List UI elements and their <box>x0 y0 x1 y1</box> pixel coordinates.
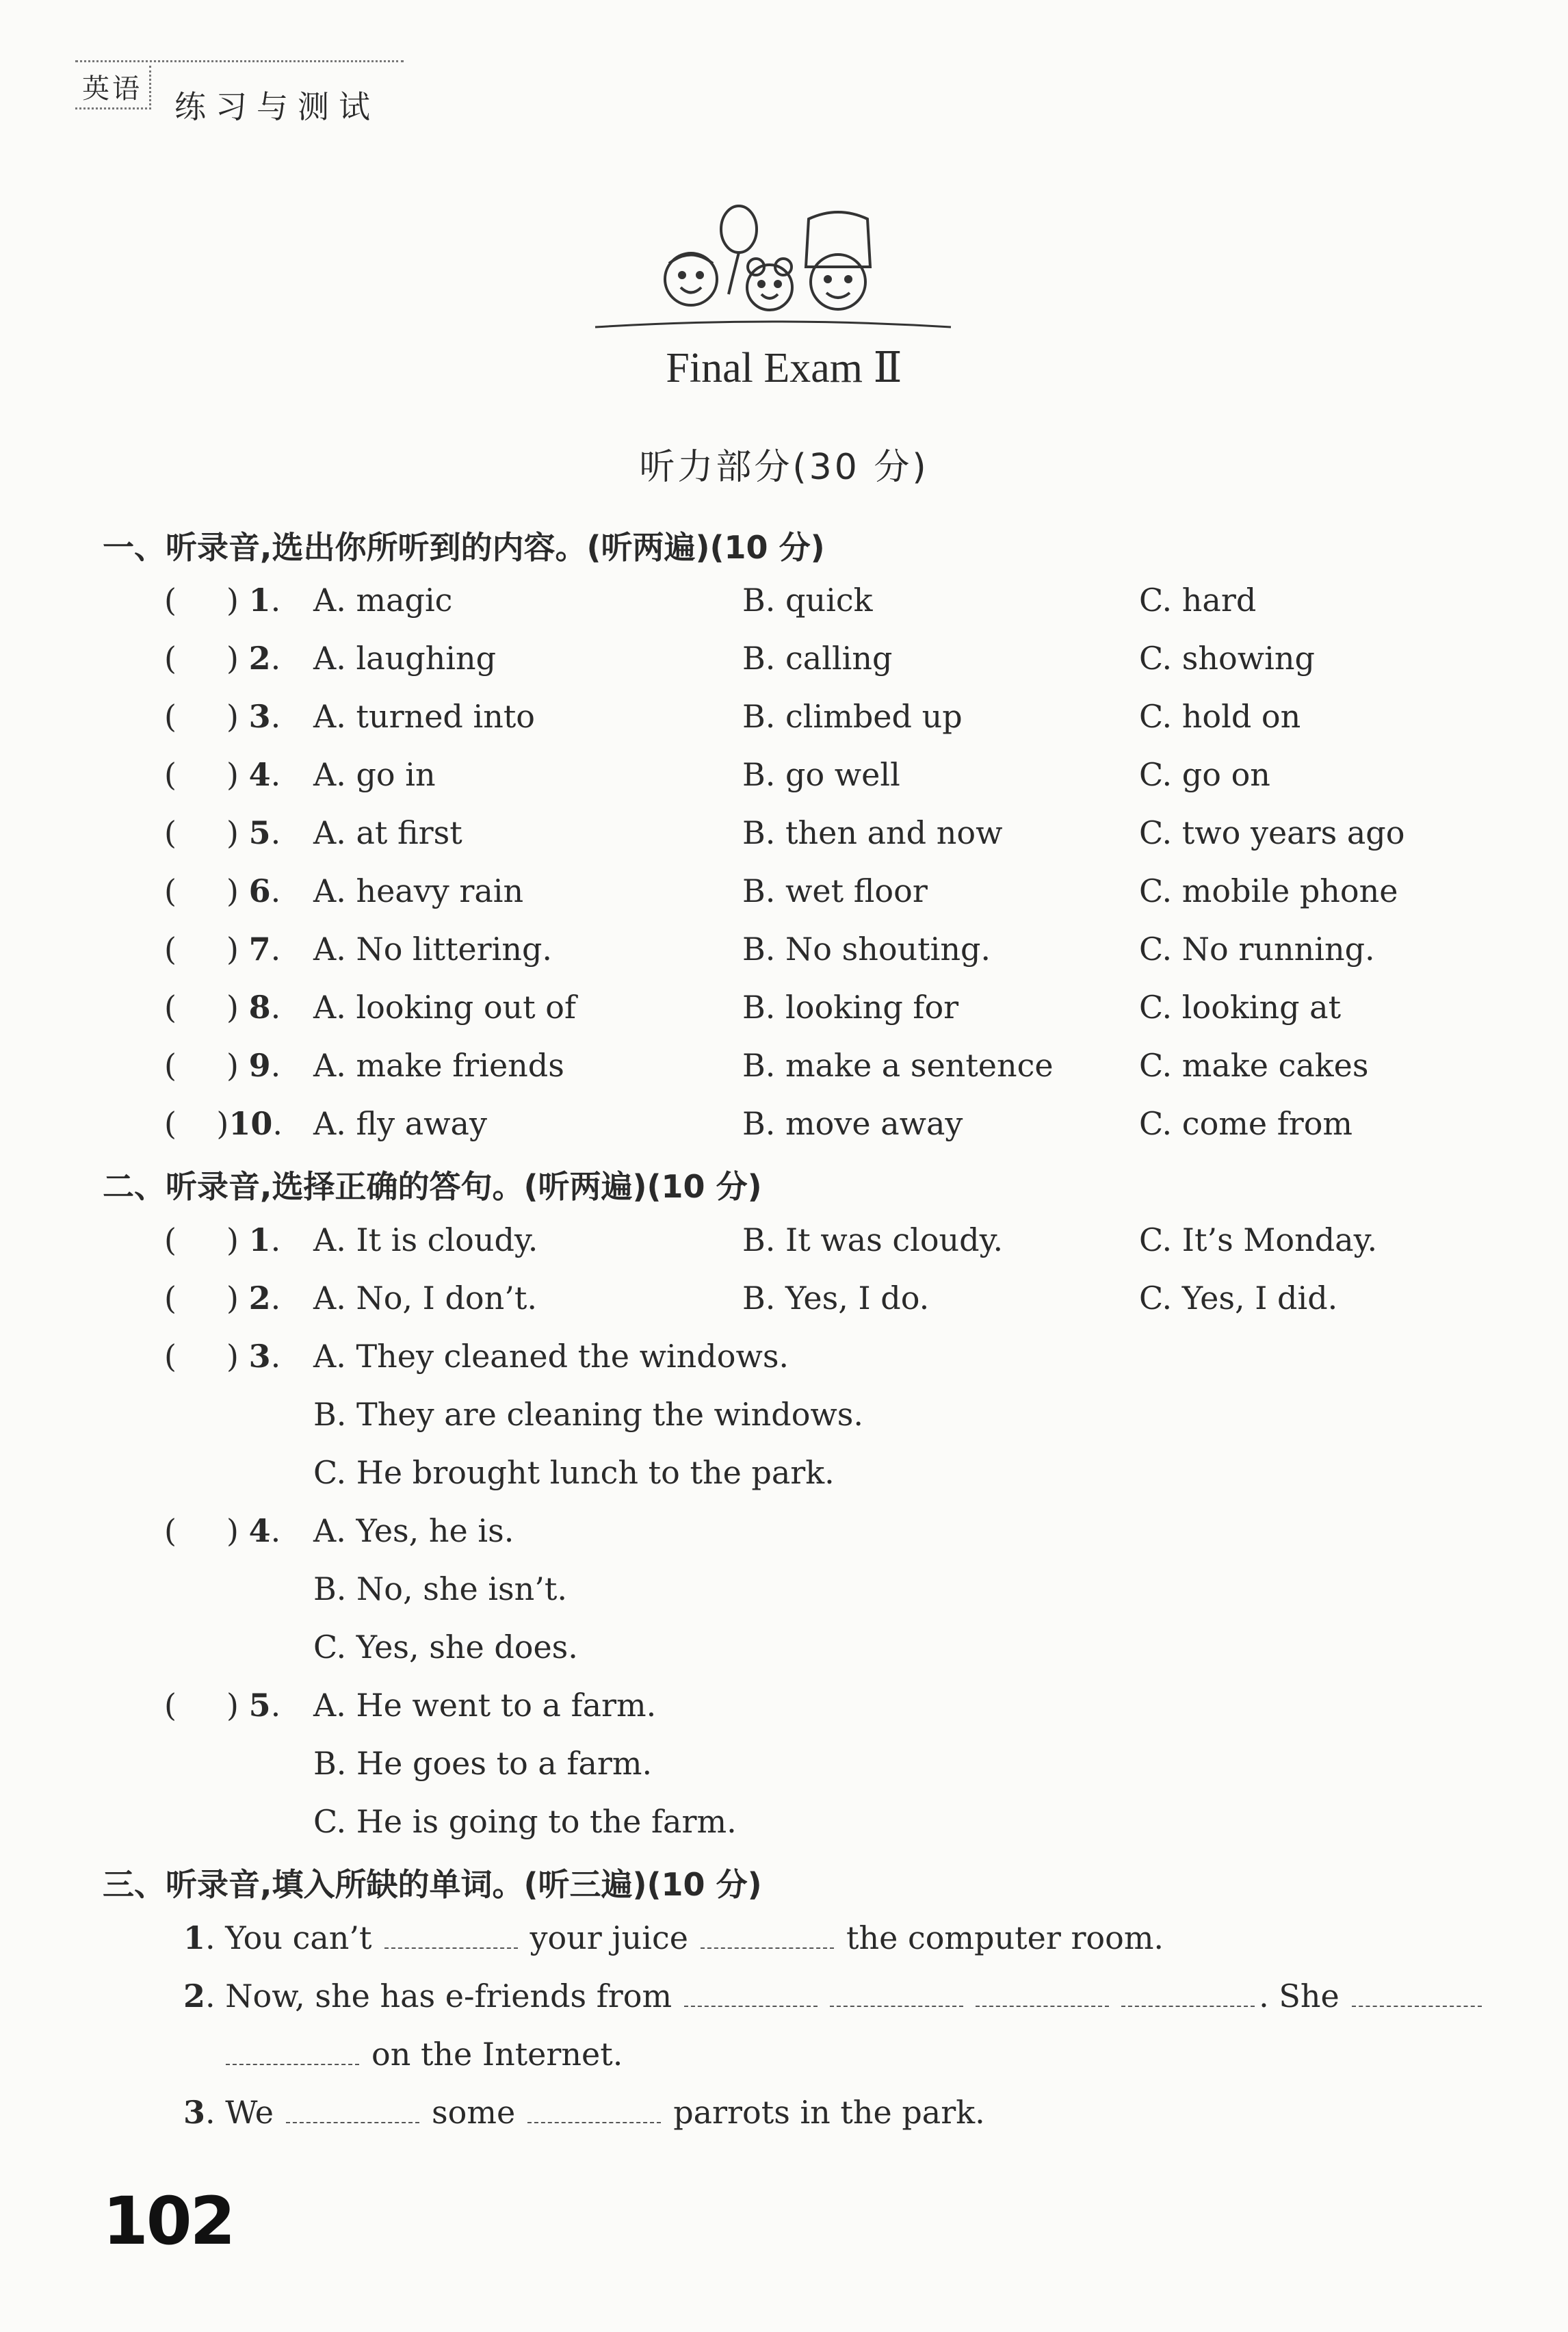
option-c: C. He brought lunch to the park. <box>313 1454 835 1491</box>
option-b: B. calling <box>742 640 893 677</box>
answer-bracket[interactable]: ( ) <box>164 756 239 793</box>
question-number: 8 <box>248 989 271 1026</box>
option-c: C. make cakes <box>1139 1047 1369 1084</box>
option-c: C. No running. <box>1139 931 1375 968</box>
question-text: We <box>225 2094 274 2131</box>
question-row: ( )10. <box>164 1105 283 1142</box>
option-b: B. climbed up <box>742 698 963 735</box>
answer-blank[interactable] <box>1352 1985 1482 2007</box>
answer-bracket[interactable]: ( ) <box>164 1687 239 1724</box>
option-b: B. He goes to a farm. <box>313 1745 653 1782</box>
answer-bracket[interactable]: ( ) <box>164 640 239 677</box>
option-c: C. looking at <box>1139 989 1342 1026</box>
answer-blank[interactable] <box>976 1985 1109 2007</box>
option-a: A. at first <box>313 814 462 851</box>
option-b: B. wet floor <box>742 872 928 909</box>
option-a: A. magic <box>313 582 453 619</box>
question-row: ( ) 4. <box>164 756 281 793</box>
question-text: some <box>432 2094 516 2131</box>
question-row: ( ) 1. <box>164 1221 281 1258</box>
option-c: C. showing <box>1139 640 1315 677</box>
option-b: B. move away <box>742 1105 963 1142</box>
option-c: C. come from <box>1139 1105 1353 1142</box>
option-c: C. It’s Monday. <box>1139 1221 1378 1258</box>
answer-bracket[interactable]: ( ) <box>164 1512 239 1549</box>
option-a: A. He went to a farm. <box>313 1687 657 1724</box>
page-number: 102 <box>103 2183 234 2259</box>
question-row: ( ) 6. <box>164 872 281 909</box>
question-number: 4 <box>248 756 271 793</box>
answer-bracket[interactable]: ( ) <box>164 1105 229 1142</box>
option-b: B. They are cleaning the windows. <box>313 1396 864 1433</box>
fill-question-3: 3. We some parrots in the park. <box>183 2094 985 2131</box>
question-number: 2 <box>248 1280 271 1317</box>
balloon-icon <box>721 206 757 252</box>
answer-blank[interactable] <box>286 2101 419 2123</box>
option-a: A. It is cloudy. <box>313 1221 538 1258</box>
option-a: A. They cleaned the windows. <box>313 1338 789 1375</box>
answer-blank[interactable] <box>684 1985 818 2007</box>
question-number: 5 <box>248 1687 271 1724</box>
answer-bracket[interactable]: ( ) <box>164 582 239 619</box>
answer-bracket[interactable]: ( ) <box>164 814 239 851</box>
option-c: C. He is going to the farm. <box>313 1803 737 1840</box>
option-a: A. heavy rain <box>313 872 524 909</box>
answer-bracket[interactable]: ( ) <box>164 989 239 1026</box>
question-number: 5 <box>248 814 271 851</box>
option-c: C. hold on <box>1139 698 1301 735</box>
question-text: parrots in the park. <box>673 2094 985 2131</box>
question-number: 2 <box>183 1978 206 2014</box>
option-b: B. go well <box>742 756 900 793</box>
option-b: B. looking for <box>742 989 959 1026</box>
header-dotted-rule <box>75 60 404 62</box>
option-a: A. looking out of <box>313 989 576 1026</box>
header-series: 练习与测试 <box>174 88 380 125</box>
answer-bracket[interactable]: ( ) <box>164 872 239 909</box>
question-number: 3 <box>248 698 271 735</box>
fill-question-1: 1. You can’t your juice the computer room. <box>183 1919 1164 1956</box>
fill-question-2-continued <box>226 2036 623 2073</box>
question-number: 1 <box>248 1221 271 1258</box>
answer-bracket[interactable]: ( ) <box>164 1280 239 1317</box>
option-c: C. mobile phone <box>1139 872 1398 909</box>
option-c: C. Yes, I did. <box>1139 1280 1338 1317</box>
option-b: B. make a sentence <box>742 1047 1054 1084</box>
option-a: A. make friends <box>313 1047 564 1084</box>
question-number: 6 <box>248 872 271 909</box>
section3-heading: 三、听录音,填入所缺的单词。(听三遍)(10 分) <box>103 1866 762 1903</box>
question-row: ( ) 8. <box>164 989 281 1026</box>
question-row: ( ) 4. <box>164 1512 281 1549</box>
question-number: 1 <box>183 1919 206 1956</box>
question-number: 10 <box>228 1105 273 1142</box>
answer-blank[interactable] <box>527 2101 661 2123</box>
fill-question-2: 2. Now, she has e-friends from . She <box>183 1978 1494 2014</box>
option-a: A. Yes, he is. <box>313 1512 514 1549</box>
option-c: C. go on <box>1139 756 1270 793</box>
section1-heading: 一、听录音,选出你所听到的内容。(听两遍)(10 分) <box>103 529 825 566</box>
children-illustration <box>588 198 958 335</box>
option-b: B. Yes, I do. <box>742 1280 930 1317</box>
exam-title: Final Exam Ⅱ <box>666 345 902 391</box>
option-a: A. go in <box>313 756 436 793</box>
question-row: ( ) 1. <box>164 582 281 619</box>
question-text: your juice <box>530 1919 689 1956</box>
option-c: C. Yes, she does. <box>313 1629 578 1666</box>
question-text: the computer room. <box>846 1919 1164 1956</box>
question-row: ( ) 7. <box>164 931 281 968</box>
option-a: A. No, I don’t. <box>313 1280 537 1317</box>
question-number: 2 <box>248 640 271 677</box>
question-text: You can’t <box>225 1919 372 1956</box>
option-c: C. two years ago <box>1139 814 1405 851</box>
option-a: A. laughing <box>313 640 497 677</box>
question-row: ( ) 5. <box>164 1687 281 1724</box>
question-number: 3 <box>248 1338 271 1375</box>
answer-blank[interactable] <box>384 1927 518 1949</box>
section-subtitle: 听力部分(30 分) <box>639 447 929 488</box>
question-number: 7 <box>248 931 271 968</box>
option-b: B. No shouting. <box>742 931 991 968</box>
answer-blank[interactable] <box>226 2043 359 2065</box>
option-b: B. It was cloudy. <box>742 1221 1004 1258</box>
answer-blank[interactable] <box>830 1985 963 2007</box>
question-row: ( ) 2. <box>164 640 281 677</box>
answer-blank[interactable] <box>701 1927 834 1949</box>
question-text: Now, she has e-friends from <box>225 1978 672 2014</box>
question-number: 3 <box>183 2094 206 2131</box>
option-b: B. then and now <box>742 814 1003 851</box>
question-text: on the Internet. <box>371 2036 623 2073</box>
option-a: A. fly away <box>313 1105 487 1142</box>
answer-bracket[interactable]: ( ) <box>164 698 239 735</box>
option-b: B. quick <box>742 582 873 619</box>
question-number: 9 <box>248 1047 271 1084</box>
option-a: A. turned into <box>313 698 535 735</box>
answer-bracket[interactable]: ( ) <box>164 1047 239 1084</box>
question-number: 4 <box>248 1512 271 1549</box>
answer-bracket[interactable]: ( ) <box>164 1338 239 1375</box>
option-b: B. No, she isn’t. <box>313 1570 567 1607</box>
question-row: ( ) 5. <box>164 814 281 851</box>
question-text: . She <box>1259 1978 1340 2014</box>
answer-blank[interactable] <box>1121 1985 1255 2007</box>
option-a: A. No littering. <box>313 931 553 968</box>
question-number: 1 <box>248 582 271 619</box>
section2-heading: 二、听录音,选择正确的答句。(听两遍)(10 分) <box>103 1168 762 1205</box>
option-c: C. hard <box>1139 582 1257 619</box>
answer-bracket[interactable]: ( ) <box>164 1221 239 1258</box>
question-row: ( ) 3. <box>164 1338 281 1375</box>
answer-bracket[interactable]: ( ) <box>164 931 239 968</box>
question-row: ( ) 9. <box>164 1047 281 1084</box>
header-subject: 英语 <box>75 66 151 109</box>
question-row: ( ) 2. <box>164 1280 281 1317</box>
question-row: ( ) 3. <box>164 698 281 735</box>
